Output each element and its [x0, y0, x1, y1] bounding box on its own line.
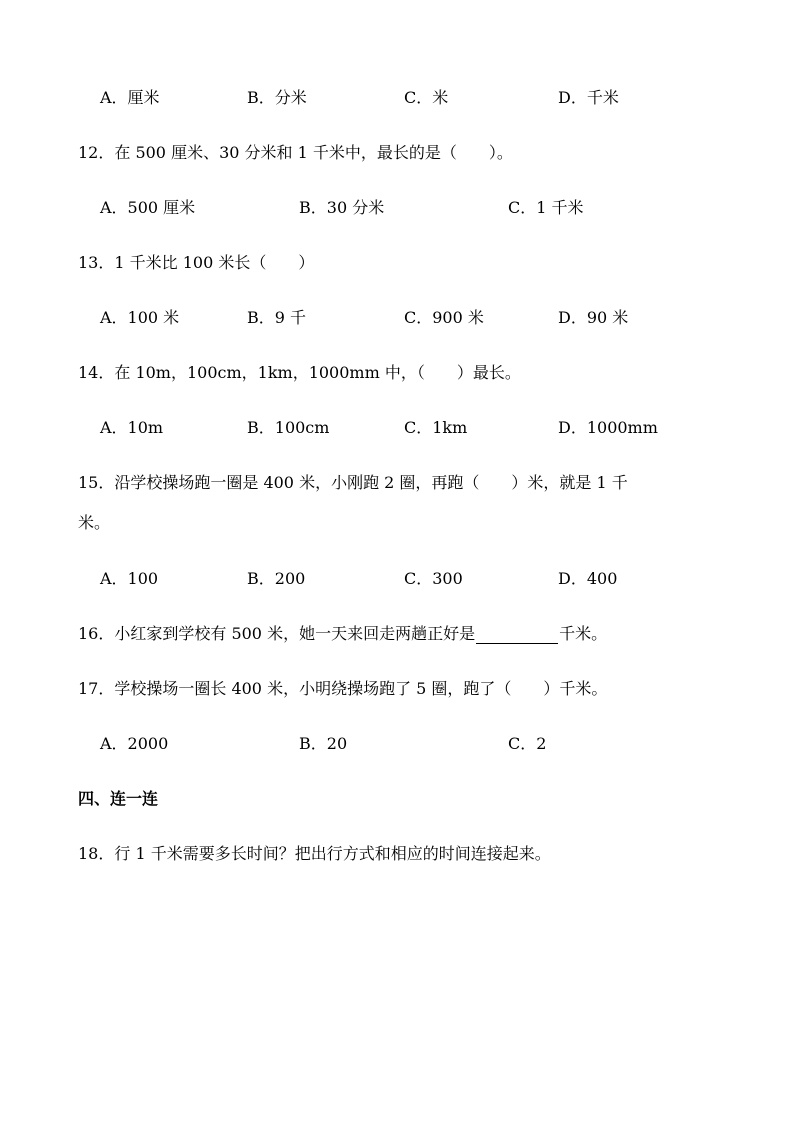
q16-answer-blank[interactable] — [476, 626, 558, 644]
q11-option-b[interactable]: B．分米 — [247, 88, 307, 107]
q11-option-c[interactable]: C．米 — [404, 88, 449, 107]
q17-option-c[interactable]: C．2 — [508, 734, 547, 753]
q13-option-b[interactable]: B．9 千 — [247, 308, 307, 327]
q14-question: 14．在 10m，100cm，1km，1000mm 中，（ ）最长。 — [78, 363, 521, 382]
q18-question: 18．行 1 千米需要多长时间？把出行方式和相应的时间连接起来。 — [78, 844, 551, 863]
q12-option-a[interactable]: A．500 厘米 — [100, 198, 196, 217]
q14-option-c[interactable]: C．1km — [404, 418, 468, 437]
q15-option-c[interactable]: C．300 — [404, 569, 463, 588]
q16-text-after: 千米。 — [559, 624, 608, 643]
q16-text-before: 16．小红家到学校有 500 米，她一天来回走两趟正好是 — [78, 624, 476, 643]
q15-option-a[interactable]: A．100 — [100, 569, 159, 588]
q13-option-d[interactable]: D．90 米 — [558, 308, 629, 327]
q13-option-a[interactable]: A．100 米 — [100, 308, 180, 327]
q16-question — [78, 624, 607, 644]
section-4-heading: 四、连一连 — [78, 789, 159, 808]
q17-option-a[interactable]: A．2000 — [100, 734, 169, 753]
q12-option-b[interactable]: B．30 分米 — [299, 198, 385, 217]
q13-question: 13．1 千米比 100 米长（ ） — [78, 253, 315, 272]
q14-option-d[interactable]: D．1000mm — [558, 418, 658, 437]
q14-option-b[interactable]: B．100cm — [247, 418, 330, 437]
q11-option-d[interactable]: D．千米 — [558, 88, 619, 107]
q12-question: 12．在 500 厘米、30 分米和 1 千米中，最长的是（ ）。 — [78, 143, 513, 162]
q15-question-line2: 米。 — [78, 513, 111, 532]
q14-option-a[interactable]: A．10m — [100, 418, 164, 437]
q11-option-a[interactable]: A．厘米 — [100, 88, 160, 107]
q12-option-c[interactable]: C．1 千米 — [508, 198, 584, 217]
q15-option-b[interactable]: B．200 — [247, 569, 306, 588]
q13-option-c[interactable]: C．900 米 — [404, 308, 484, 327]
q15-question-line1: 15．沿学校操场跑一圈是 400 米，小刚跑 2 圈，再跑（ ）米，就是 1 千 — [78, 473, 628, 492]
q15-option-d[interactable]: D．400 — [558, 569, 618, 588]
q17-question: 17．学校操场一圈长 400 米，小明绕操场跑了 5 圈，跑了（ ）千米。 — [78, 679, 608, 698]
q17-option-b[interactable]: B．20 — [299, 734, 348, 753]
